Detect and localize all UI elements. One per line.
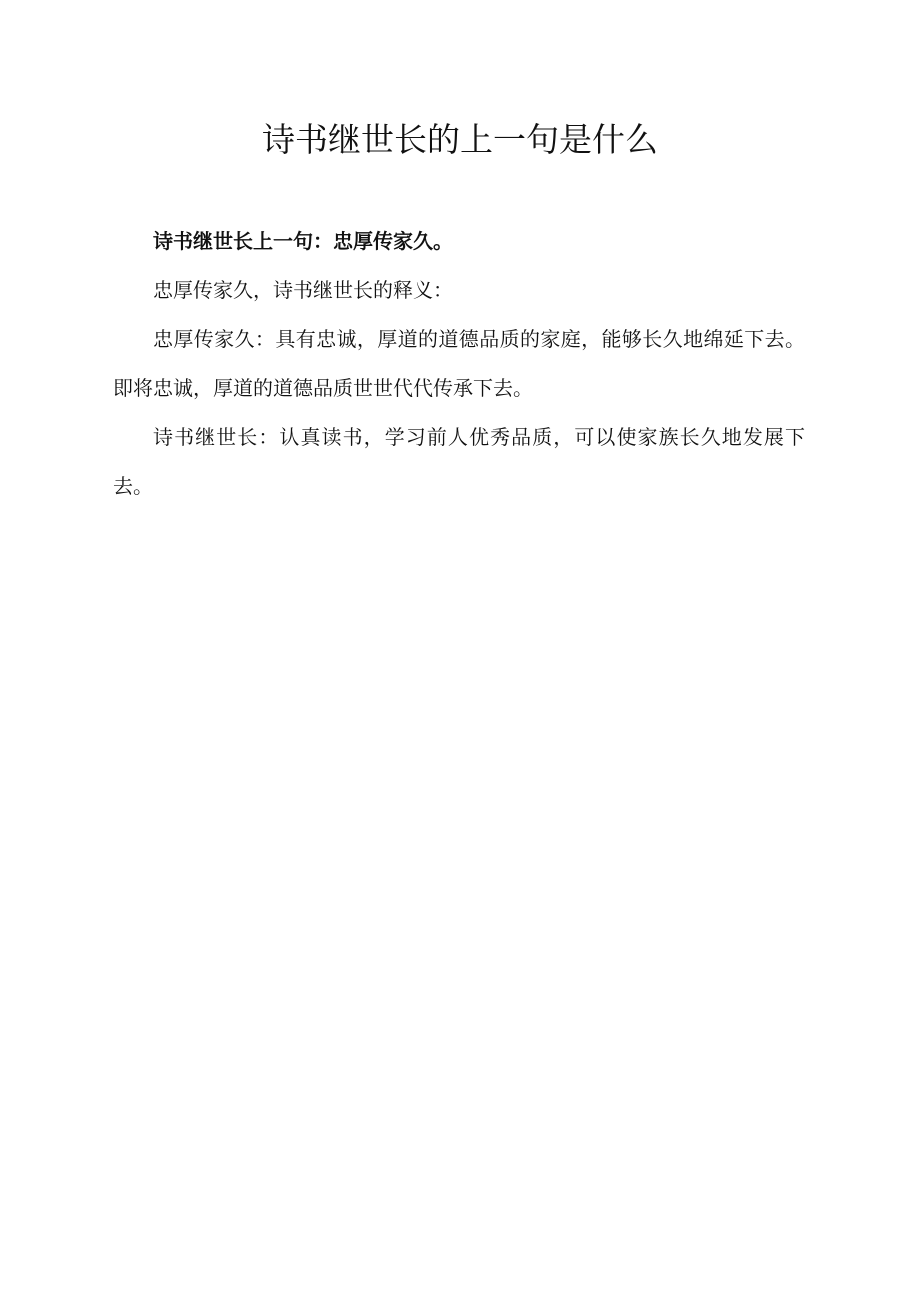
answer-paragraph: 诗书继世长上一句：忠厚传家久。 — [153, 229, 453, 253]
explanation-heading-paragraph: 忠厚传家久，诗书继世长的释义： — [153, 278, 453, 302]
document-body — [113, 217, 805, 511]
second-line-explanation-paragraph: 诗书继世长：认真读书，学习前人优秀品质，可以使家族长久地发展下去。 — [113, 425, 805, 498]
document-title: 诗书继世长的上一句是什么 — [262, 120, 658, 159]
first-line-explanation-paragraph: 忠厚传家久：具有忠诚，厚道的道德品质的家庭，能够长久地绵延下去。即将忠诚，厚道的道德品质世世代代传承下去。 — [113, 327, 805, 400]
